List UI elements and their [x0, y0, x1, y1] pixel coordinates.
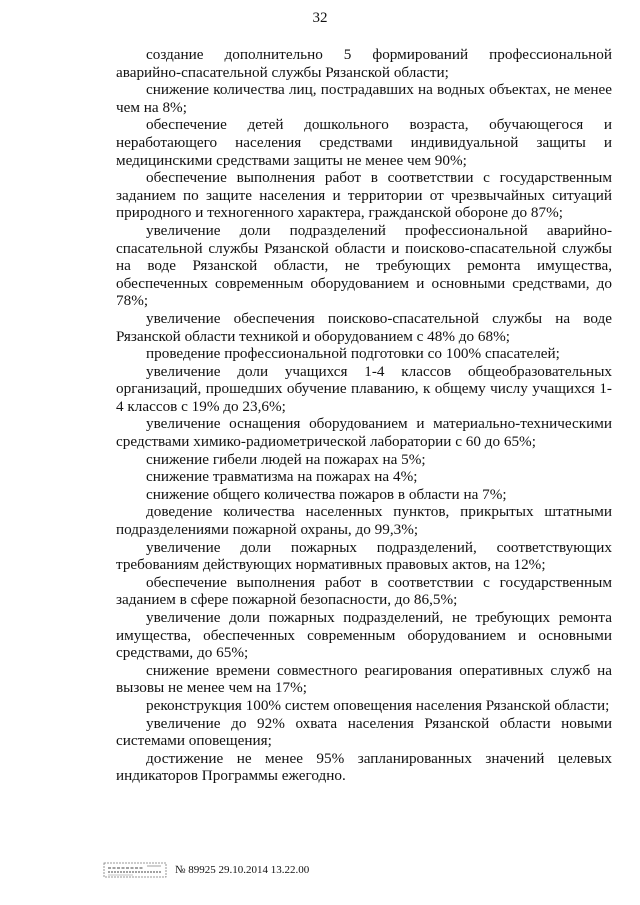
registration-stamp: № 89925 29.10.2014 13.22.00 [175, 864, 310, 876]
list-item: доведение количества населенных пунктов, прикрытых штатными подразделениями пожарной охраны, до 99,3%; [116, 503, 612, 539]
registration-footer [103, 860, 309, 880]
list-item: увеличение доли подразделений профессиональной аварийно-спасательной службы Рязанской области и поисково-спасательной службы на воде Рязанской области, не требующих ремонта имущества, обеспеченных современным оборудованием и основными средствами, до 78%; [116, 221, 612, 310]
list-item: проведение профессиональной подготовки со 100% спасателей; [146, 345, 560, 363]
list-item: увеличение оснащения оборудованием и материально-техническими средствами химико-радиометрической лаборатории с 60 до 65%; [116, 415, 612, 451]
stamp-logo-icon [103, 861, 167, 879]
list-item: снижение гибели людей на пожарах на 5%; [146, 450, 426, 468]
list-item: снижение количества лиц, пострадавших на водных объектах, не менее чем на 8%; [116, 81, 612, 116]
list-item: снижение времени совместного реагирования оперативных служб на вызовы не менее чем на 17%; [116, 661, 612, 697]
list-item: увеличение обеспечения поисково-спасательной службы на воде Рязанской области техникой и оборудованием с 48% до 68%; [116, 309, 612, 345]
list-item: увеличение доли пожарных подразделений, не требующих ремонта имущества, обеспеченных современным оборудованием и основными средствами, до 65%; [116, 609, 612, 662]
list-item: снижение общего количества пожаров в области на 7%; [146, 485, 507, 503]
list-item: достижение не менее 95% запланированных значений целевых индикаторов Программы ежегодно. [116, 749, 612, 785]
list-item: увеличение до 92% охвата населения Рязанской области новыми системами оповещения; [116, 714, 612, 750]
list-item: создание дополнительно 5 формирований профессиональной аварийно-спасательной службы Рязанской области; [116, 46, 612, 81]
list-item: увеличение доли учащихся 1-4 классов общеобразовательных организаций, прошедших обучение плаванию, к общему числу учащихся 1-4 классов с 19% до 23,6%; [116, 362, 612, 415]
list-item: обеспечение выполнения работ в соответствии с государственным заданием в сфере пожарной безопасности, до 86,5%; [116, 573, 612, 609]
list-item: снижение травматизма на пожарах на 4%; [146, 468, 418, 486]
list-item: увеличение доли пожарных подразделений, соответствующих требованиям действующих нормативных правовых актов, на 12%; [116, 538, 612, 574]
list-item: реконструкция 100% систем оповещения населения Рязанской области; [146, 696, 610, 714]
document-body [116, 46, 612, 785]
list-item: обеспечение детей дошкольного возраста, обучающегося и неработающего населения средствами индивидуальной защиты и медицинскими средствами защиты не менее чем 90%; [116, 116, 612, 169]
page-number: 32 [312, 10, 328, 26]
list-item: обеспечение выполнения работ в соответствии с государственным заданием по защите населения и территории от чрезвычайных ситуаций природного и техногенного характера, гражданской обороне до 87%; [116, 169, 612, 222]
